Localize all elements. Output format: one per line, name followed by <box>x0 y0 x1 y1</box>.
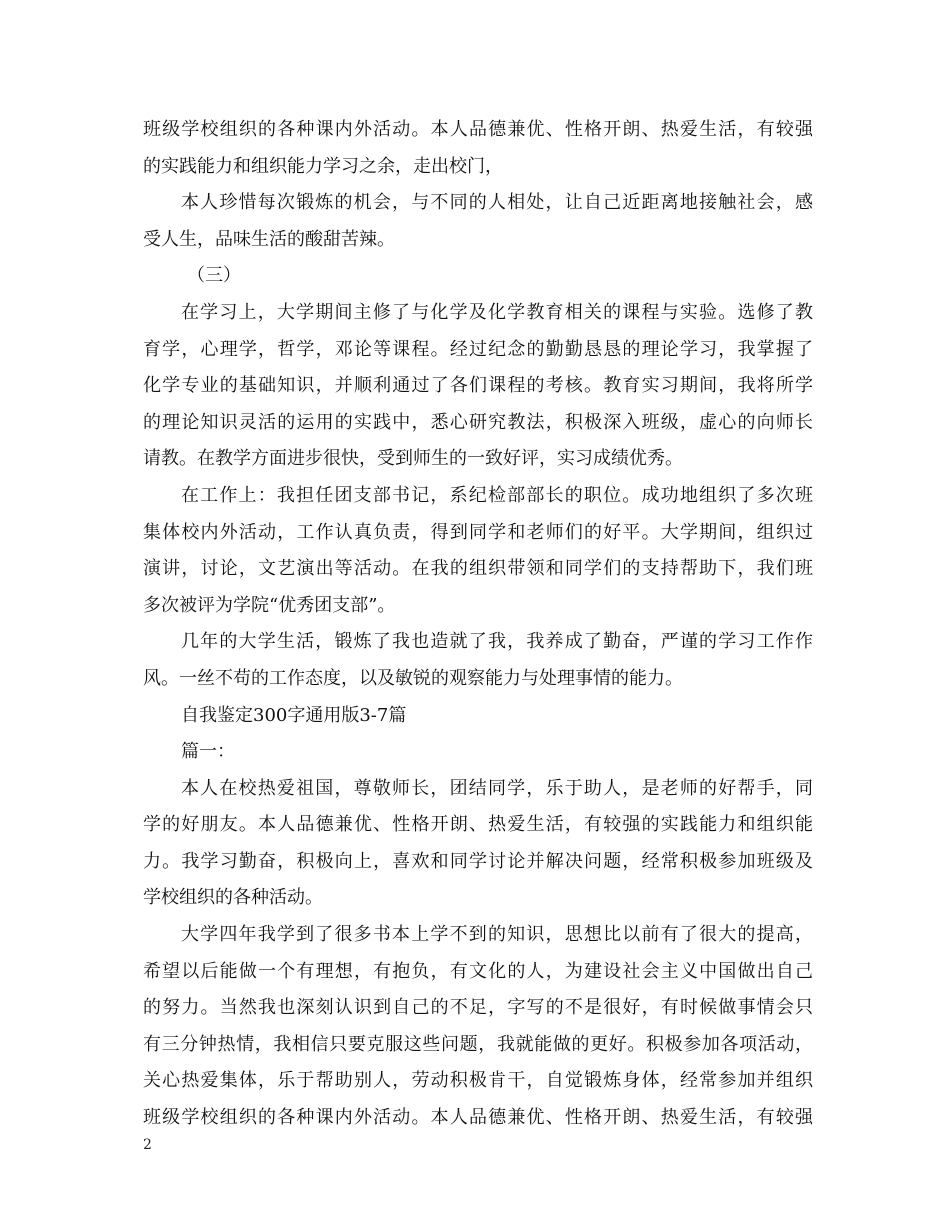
text-line: 班级学校组织的各种课内外活动。本人品德兼优、性格开朗、热爱生活，有较强 <box>143 1107 813 1129</box>
text-line: 育学，心理学，哲学，邓论等课程。经过纪念的勤勤恳恳的理论学习，我掌握了 <box>143 338 813 360</box>
text-line: 的努力。当然我也深刻认识到自己的不足，字写的不是很好，有时候做事情会只 <box>143 997 813 1019</box>
text-line: 大学四年我学到了很多书本上学不到的知识，思想比以前有了很大的提高， <box>181 924 813 946</box>
text-line: 有三分钟热情，我相信只要克服这些问题，我就能做的更好。积极参加各项活动， <box>143 1033 813 1055</box>
text-line: 班级学校组织的各种课内外活动。本人品德兼优、性格开朗、热爱生活，有较强 <box>143 119 813 140</box>
text-line: 本人在校热爱祖国，尊敬师长，团结同学，乐于助人，是老师的好帮手，同 <box>181 777 813 799</box>
text-line: 受人生，品味生活的酸甜苦辣。 <box>143 228 395 250</box>
text-line: 本人珍惜每次锻炼的机会，与不同的人相处，让自己近距离地接触社会，感 <box>181 192 813 214</box>
text-line: 在学习上，大学期间主修了与化学及化学教育相关的课程与实验。选修了教 <box>181 301 813 323</box>
text-line: 力。我学习勤奋，积极向上，喜欢和同学讨论并解决问题，经常积极参加班级及 <box>143 850 813 872</box>
text-line: 集体校内外活动，工作认真负责，得到同学和老师们的好平。大学期间，组织过 <box>143 521 813 543</box>
text-line: 的实践能力和组织能力学习之余，走出校门， <box>143 155 503 177</box>
section-heading: 自我鉴定300字通用版3-7篇 <box>181 704 407 726</box>
section-heading: 篇一： <box>181 741 235 763</box>
text-line: 学校组织的各种活动。 <box>143 887 323 909</box>
document-body <box>143 112 813 1137</box>
text-line: 演讲，讨论，文艺演出等活动。在我的组织带领和同学们的支持帮助下，我们班 <box>143 558 813 580</box>
text-line: 风。一丝不苟的工作态度，以及敏锐的观察能力与处理事情的能力。 <box>143 667 683 689</box>
page-number: 2 <box>143 1137 152 1153</box>
text-line: 几年的大学生活，锻炼了我也造就了我，我养成了勤奋，严谨的学习工作作 <box>181 631 813 653</box>
section-heading: （三） <box>187 265 241 287</box>
text-line: 在工作上：我担任团支部书记，系纪检部部长的职位。成功地组织了多次班 <box>181 484 813 506</box>
text-line: 关心热爱集体，乐于帮助别人，劳动积极肯干，自觉锻炼身体，经常参加并组织 <box>143 1070 813 1092</box>
text-line: 学的好朋友。本人品德兼优、性格开朗、热爱生活，有较强的实践能力和组织能 <box>143 814 813 836</box>
text-line: 希望以后能做一个有理想，有抱负，有文化的人，为建设社会主义中国做出自己 <box>143 960 813 982</box>
text-line: 的理论知识灵活的运用的实践中，悉心研究教法，积极深入班级，虚心的向师长 <box>143 411 813 433</box>
text-line: 请教。在教学方面进步很快，受到师生的一致好评，实习成绩优秀。 <box>143 448 683 470</box>
text-line: 化学专业的基础知识，并顺利通过了各们课程的考核。教育实习期间，我将所学 <box>143 375 813 397</box>
text-line: 多次被评为学院“优秀团支部”。 <box>143 594 396 616</box>
